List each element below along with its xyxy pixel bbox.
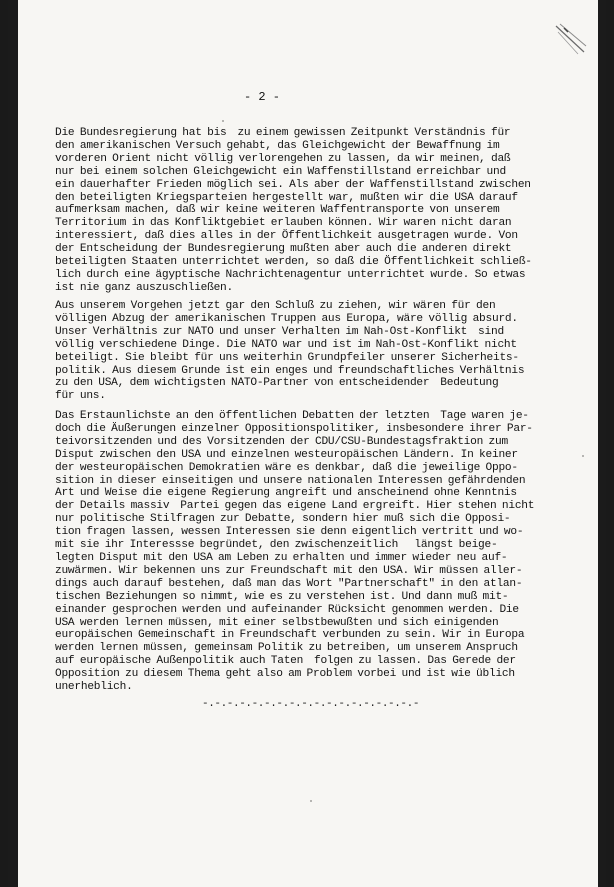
text-line: aufmerksam machen, daß wir keine weiteren Waffentransporte von unserem (55, 204, 500, 217)
text-line: vorderen Orient nicht völlig verlorengehen zu lassen, da wir meinen, daß (55, 152, 511, 165)
text-line: europäischen Gemeinschaft in Freundschaft verbunden zu sein. Wir in Europa (55, 629, 525, 642)
text-line: Das Erstaunlichste an den öffentlichen Debatten der letzten Tage waren je- (55, 410, 529, 422)
closing-separator: -.-.-.-.-.-.-.-.-.-.-.-.-.-.-.-.-.- (202, 698, 420, 710)
text-line: Opposition zu diesem Thema geht also am Problem vorbei und ist wie üblich (55, 668, 515, 681)
paragraph-2 (55, 300, 603, 403)
text-line: Unser Verhältnis zur NATO und unser Verhalten im Nah-Ost-Konflikt sind (55, 325, 504, 338)
text-line: tischen Beziehungen so nimmt, wie es zu verstehen ist. Und dann muß mit- (55, 590, 509, 603)
text-line: zu den USA, dem wichtigsten NATO-Partner von entscheidender Bedeutung (55, 377, 499, 390)
text-line: nur politische Stilfragen zur Debatte, sondern hier muß sich die Opposi- (55, 513, 511, 526)
scan-speck (222, 120, 224, 122)
text-line: einander gesprochen werden und aufeinander Rücksicht genommen werden. Die (55, 603, 519, 616)
text-line: auf europäische Außenpolitik auch Taten folgen zu lassen. Das Gerede der (55, 655, 516, 668)
scan-edge-left (8, 0, 18, 887)
scan-artifact-mark (554, 22, 588, 56)
text-line: der westeuropäischen Demokratien wäre es denkbar, daß die jeweilige Oppo- (55, 461, 518, 474)
text-line: ist nie ganz auszuschließen. (55, 281, 233, 294)
text-line: beteiligt. Sie bleibt für uns weiterhin Grundpfeiler unserer Sicherheits- (55, 351, 519, 364)
text-line: politik. Aus diesem Grunde ist ein enges und freundschaftliches Verhältnis (55, 364, 525, 377)
page-number: - 2 - (244, 90, 281, 104)
text-line: völlig verschiedene Dinge. Die NATO war und ist im Nah-Ost-Konflikt nicht (55, 338, 517, 351)
text-line: USA werden lernen müssen, mit einer selbstbewußten und sich einigenden (55, 616, 499, 629)
paragraph-3 (55, 410, 603, 694)
text-line: doch die Äußerungen einzelner Oppositionspolitiker, insbesondere ihrer Par- (55, 422, 533, 435)
text-line: sition in dieser einseitigen und unsere nationalen Interessen gefährdenden (55, 474, 526, 487)
paragraph-1 (55, 127, 603, 295)
text-line: Territorium in das Konfliktgebiet erlauben können. Wir waren nicht daran (55, 217, 512, 230)
text-line: den beteiligten Kriegsparteien hergestellt war, mußten wir die USA darauf (55, 191, 518, 204)
text-line: ein dauerhafter Frieden möglich sei. Als aber der Waffenstillstand zwischen (55, 178, 531, 191)
text-line: legten Disput mit den USA am Leben zu erhalten und immer wieder neu auf- (55, 551, 508, 564)
text-line: der Details massiv Partei gegen das eigene Land ergreift. Hier stehen nicht (55, 500, 535, 513)
document-page (8, 0, 606, 887)
text-line: beteiligten Staaten unterrichtet werden, so daß die Öffentlichkeit schließ- (55, 256, 532, 269)
text-line: nur bei einem solchen Gleichgewicht ein Waffenstillstand erreichbar und (55, 165, 506, 178)
text-line: unerheblich. (55, 681, 133, 694)
text-line: völligen Abzug der amerikanischen Truppen aus Europa, wäre völlig absurd. (55, 312, 518, 325)
text-line: mit sie ihr Interessse begründet, den zwischenzeitlich längst beige- (55, 539, 498, 552)
text-line: Art und Weise die eigene Regierung angreift und anscheinend ohne Kenntnis (55, 487, 517, 500)
text-line: dings auch darauf bestehen, daß man das Wort "Partnerschaft" in den atlan- (55, 577, 523, 590)
text-line: Disput zwischen den USA und einzelnen westeuropäischen Ländern. In keiner (55, 448, 518, 461)
text-line: interessiert, daß dies alles in der Öffentlichkeit ausgetragen wurde. Von (55, 230, 518, 243)
text-line: für uns. (55, 390, 106, 403)
text-line: teivorsitzenden und des Vorsitzenden der CDU/CSU-Bundestagsfraktion zum (55, 435, 508, 448)
scan-speck (582, 455, 584, 457)
text-line: der Entscheidung der Bundesregierung mußten aber auch die anderen direkt (55, 243, 512, 256)
text-line: den amerikanischen Versuch gehabt, das Gleichgewicht der Bewaffnung im (55, 139, 500, 152)
text-line: lich durch eine ägyptische Nachrichtenagentur unterrichtet wurde. So etwas (55, 268, 526, 281)
text-line: zuwärmen. Wir bekennen uns zur Freundschaft mit den USA. Wir müssen aller- (55, 564, 523, 577)
text-line: werden lernen müssen, gemeinsam Politik zu betreiben, um unserem Anspruch (55, 642, 518, 655)
text-line: Aus unserem Vorgehen jetzt gar den Schluß zu ziehen, wir wären für den (55, 300, 496, 312)
text-line: Die Bundesregierung hat bis zu einem gewissen Zeitpunkt Verständnis für (55, 127, 511, 139)
text-line: tion fragen lassen, wessen Interessen sie denn eigentlich vertritt und wo- (55, 526, 524, 539)
scan-speck (310, 800, 312, 802)
